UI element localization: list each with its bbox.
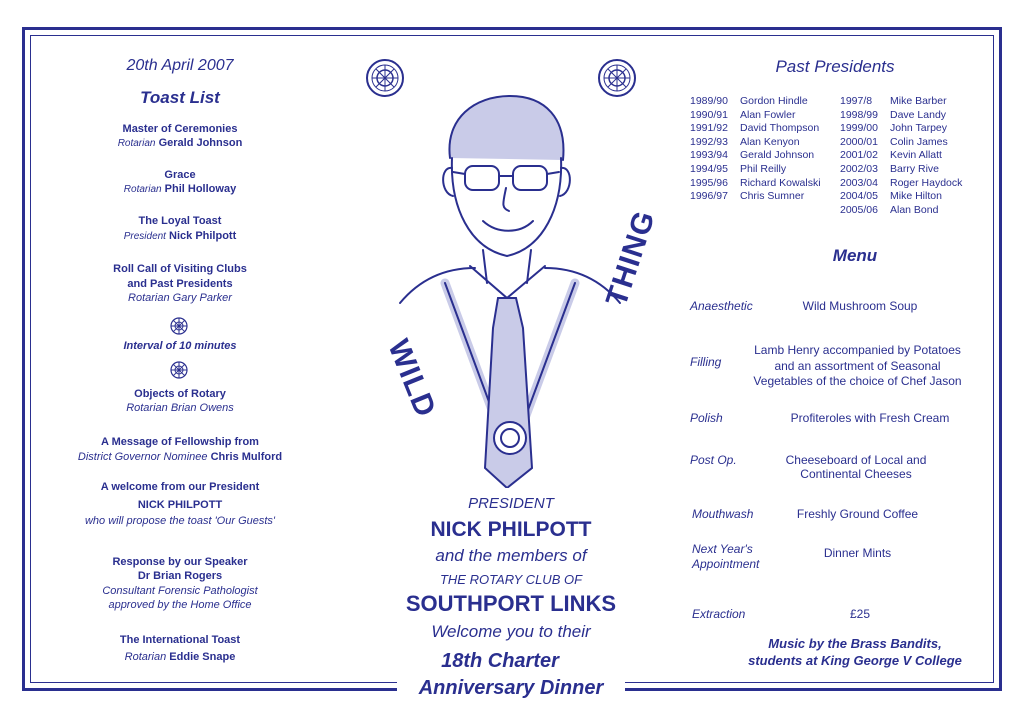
list-item: 1989/90 Gordon Hindle <box>690 95 808 107</box>
menu-item: Continental Cheeses <box>800 467 912 481</box>
rollcall-person: Rotarian Gary Parker <box>128 292 232 304</box>
menu-item: £25 <box>849 607 871 621</box>
rollcall-line2: and Past Presidents <box>127 278 233 290</box>
list-item: 1993/94 Gerald Johnson <box>690 149 815 162</box>
list-item: 2004/05 Mike Hilton <box>840 190 942 203</box>
menu-title: Menu <box>832 246 878 265</box>
menu-item: Wild Mushroom Soup <box>802 299 918 313</box>
list-item: 1995/96 Richard Kowalski <box>690 176 821 189</box>
list-item: 1997/8 Mike Barber <box>840 95 947 107</box>
rotary-wheel-icon <box>170 317 188 335</box>
response-line1: Consultant Forensic Pathologist <box>102 585 258 597</box>
members-line: and the members of <box>435 546 587 565</box>
list-item: 1992/93 Alan Kenyon <box>690 135 800 148</box>
toast-item-person: Rotarian Phil Holloway <box>123 183 237 195</box>
menu-item: and an assortment of Seasonal <box>774 359 941 373</box>
welcome-title: A welcome from our President <box>100 481 260 493</box>
rotary-wheel-icon <box>170 361 188 379</box>
menu-item: Cheeseboard of Local and <box>785 453 927 467</box>
response-line2: approved by the Home Office <box>108 599 252 611</box>
menu-label: Polish <box>690 411 723 425</box>
toast-item-title: Master of Ceremonies <box>122 123 238 135</box>
list-item: 1998/99 Dave Landy <box>840 108 947 121</box>
objects-person: Rotarian Brian Owens <box>126 402 234 414</box>
past-presidents-col2 <box>840 95 962 217</box>
welcome-note: who will propose the toast 'Our Guests' <box>84 515 276 527</box>
list-item: 2001/02 Kevin Allatt <box>840 149 942 162</box>
menu-item: Lamb Henry accompanied by Potatoes <box>754 343 961 357</box>
toast-item-person: Rotarian Gerald Johnson <box>117 137 243 149</box>
menu-item: Vegetables of the choice of Chef Jason <box>753 374 962 388</box>
intl-title: The International Toast <box>119 634 241 646</box>
message-title: A Message of Fellowship from <box>101 436 259 448</box>
menu-label: Mouthwash <box>692 507 754 521</box>
interval-text: Interval of 10 minutes <box>123 340 237 352</box>
menu-label: Extraction <box>692 607 746 621</box>
menu-item: Profiteroles with Fresh Cream <box>790 411 950 425</box>
welcome-line: Welcome you to their <box>431 622 591 641</box>
music-line1: Music by the Brass Bandits, <box>768 636 942 651</box>
list-item: 2002/03 Barry Rive <box>840 162 940 175</box>
message-person: District Governor Nominee Chris Mulford <box>77 451 283 463</box>
menu-label: Post Op. <box>690 453 737 467</box>
rollcall-line1: Roll Call of Visiting Clubs <box>113 263 247 275</box>
menu-label: Next Year's <box>692 542 753 556</box>
past-presidents-title: Past Presidents <box>775 57 895 76</box>
menu-item: Freshly Ground Coffee <box>796 507 919 521</box>
past-presidents-col1 <box>690 95 821 204</box>
tie-text-right: THING <box>600 206 662 311</box>
toast-item-title: The Loyal Toast <box>138 215 222 227</box>
toast-list-title: Toast List <box>140 88 220 107</box>
tie-text-left: WILD <box>381 335 443 423</box>
objects-title: Objects of Rotary <box>134 388 226 400</box>
club-line: THE ROTARY CLUB OF <box>439 572 583 587</box>
welcome-name: NICK PHILPOTT <box>137 499 223 511</box>
club-name: SOUTHPORT LINKS <box>405 591 617 616</box>
music-line2: students at King George V College <box>748 653 962 668</box>
menu-label: Anaesthetic <box>690 299 753 313</box>
president-name: NICK PHILPOTT <box>430 518 592 541</box>
list-item: 1990/91 Alan Fowler <box>690 108 796 121</box>
response-name: Dr Brian Rogers <box>137 570 223 582</box>
list-item: 2000/01 Colin James <box>840 135 948 148</box>
toast-item-title: Grace <box>164 169 196 181</box>
intl-person: Rotarian Eddie Snape <box>124 651 236 663</box>
toast-item-person: President Nick Philpott <box>123 230 237 242</box>
president-label: PRESIDENT <box>468 495 554 512</box>
anniversary-dinner: Anniversary Dinner <box>397 677 625 700</box>
list-item: 1999/00 John Tarpey <box>840 122 948 135</box>
president-portrait <box>395 88 625 488</box>
list-item: 1994/95 Phil Reilly <box>690 162 787 175</box>
response-title: Response by our Speaker <box>112 556 248 568</box>
list-item: 2005/06 Alan Bond <box>840 203 939 216</box>
menu-item: Dinner Mints <box>823 546 892 560</box>
menu-label: Filling <box>690 355 722 369</box>
event-date: 20th April 2007 <box>126 57 234 74</box>
menu-label: Appointment <box>692 557 760 571</box>
list-item: 1996/97 Chris Sumner <box>690 190 805 203</box>
list-item: 1991/92 David Thompson <box>690 122 820 135</box>
list-item: 2003/04 Roger Haydock <box>840 176 963 189</box>
charter-line: 18th Charter <box>441 650 559 672</box>
